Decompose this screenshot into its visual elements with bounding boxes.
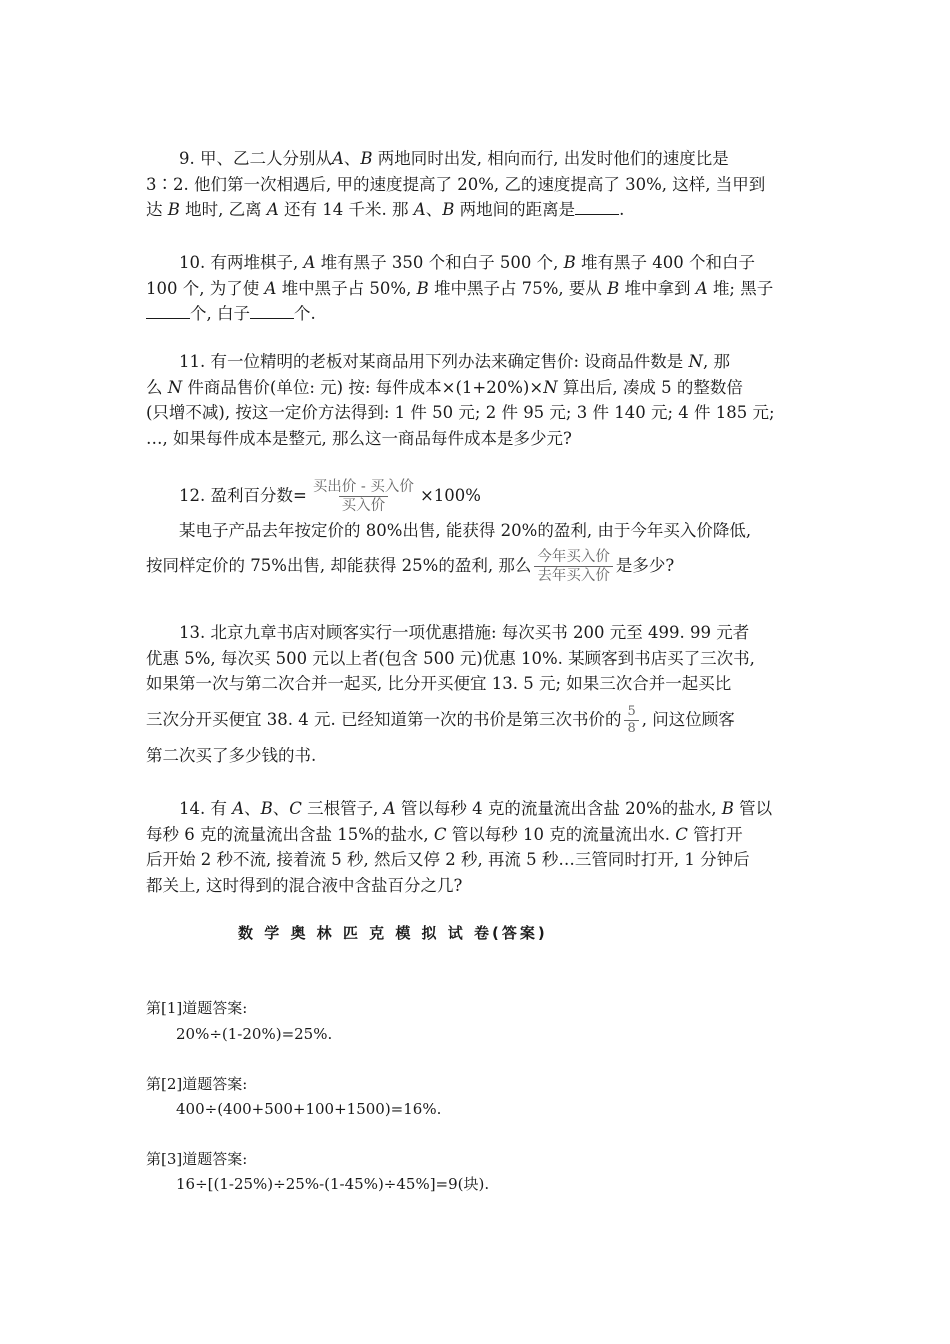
answer-blank bbox=[575, 199, 619, 215]
q9-text: 9. 甲、乙二人分别从 bbox=[179, 149, 332, 168]
question-13: 13. 北京九章书店对顾客实行一项优惠措施: 每次买书 200 元至 499. 99 元者 优惠 5%, 每次买 500 元以上者(包含 500 元)优惠 10%. 某顾客到书店买了三次书, 如果第一次与第二次合并一起买, 比分开买便宜 13. 5 元; 如果三次合并一起买比 三次分开买便宜 38. 4 元. 已经知道第一次的书价是第三次书价的 $\frac{5}{8}$ , 问这位顾客 第二次买了多少钱的书. bbox=[146, 623, 755, 765]
question-12: 12. 盈利百分数= $\frac{\text{买出价 - 买入价}}{\text{买入价}}$ ×100% 某电子产品去年按定价的 80%出售, 能获得 20%的盈利, 由于今年买入价降低, 按同样定价的 75%出售, 却能获得 25%的盈利, 那么 $\frac{\text{今年买入价}}{\text{去年买入价}}$ 是多少? bbox=[146, 479, 752, 584]
question-14: 14. 有 A、B、C 三根管子, A 管以每秒 4 克的流量流出含盐 20%的盐水, B 管以 每秒 6 克的流量流出含盐 15%的盐水, C 管以每秒 10 克的流量流出水. C 管打开 后开始 2 秒不流, 接着流 5 秒, 然后又停 2 秒, 再流 5 秒…三管同时打开, 1 分钟后 都关上, 这时得到的混合液中含盐百分之几? bbox=[146, 799, 773, 895]
question-10: 10. 有两堆棋子, A 堆有黑子 350 个和白子 500 个, B 堆有黑子 400 个和白子 100 个, 为了使 A 堆中黑子占 50%, B 堆中黑子占 75%, 要从 B 堆中拿到 A 堆; 黑子 个, 白子 个. bbox=[146, 253, 774, 323]
answer-blank-black bbox=[146, 303, 190, 319]
answer-2-body: 400÷(400+500+100+1500)=16%. bbox=[176, 1100, 442, 1118]
price-ratio-fraction: $\frac{\text{今年买入价}}{\text{去年买入价}}$ bbox=[534, 548, 613, 585]
answer-2-label: 第[2]道题答案: bbox=[146, 1075, 248, 1093]
answers-heading: 数 学 奥 林 匹 克 模 拟 试 卷(答案) bbox=[238, 924, 548, 942]
question-11: 11. 有一位精明的老板对某商品用下列办法来确定售价: 设商品件数是 N, 那 么 N 件商品售价(单位: 元) 按: 每件成本×(1+20%)×N 算出后, 凑成 5 的整数倍 (只增不减), 按这一定价方法得到: 1 件 50 元; 2 件 95 元; 3 件 140 元; 4 件 185 元; …, 如果每件成本是整元, 那么这一商品每件成本是多少元? bbox=[146, 352, 775, 448]
profit-formula-fraction: $\frac{\text{买出价 - 买入价}}{\text{买入价}}$ bbox=[312, 479, 414, 514]
answer-blank-white bbox=[250, 303, 294, 319]
five-eighths-fraction: $\frac{5}{8}$ bbox=[624, 704, 638, 737]
answer-3-label: 第[3]道题答案: bbox=[146, 1150, 248, 1168]
answer-1-body: 20%÷(1-20%)=25%. bbox=[176, 1025, 333, 1043]
answer-1-label: 第[1]道题答案: bbox=[146, 999, 248, 1017]
question-9: 9. 甲、乙二人分别从A、B 两地同时出发, 相向而行, 出发时他们的速度比是 3∶2. 他们第一次相遇后, 甲的速度提高了 20%, 乙的速度提高了 30%, 这样, 当甲到 达 B 地时, 乙离 A 还有 14 千米. 那 A、B 两地间的距离是 . bbox=[146, 149, 766, 219]
answer-3-body: 16÷[(1-25%)÷25%-(1-45%)÷45%]=9(块). bbox=[176, 1175, 490, 1193]
